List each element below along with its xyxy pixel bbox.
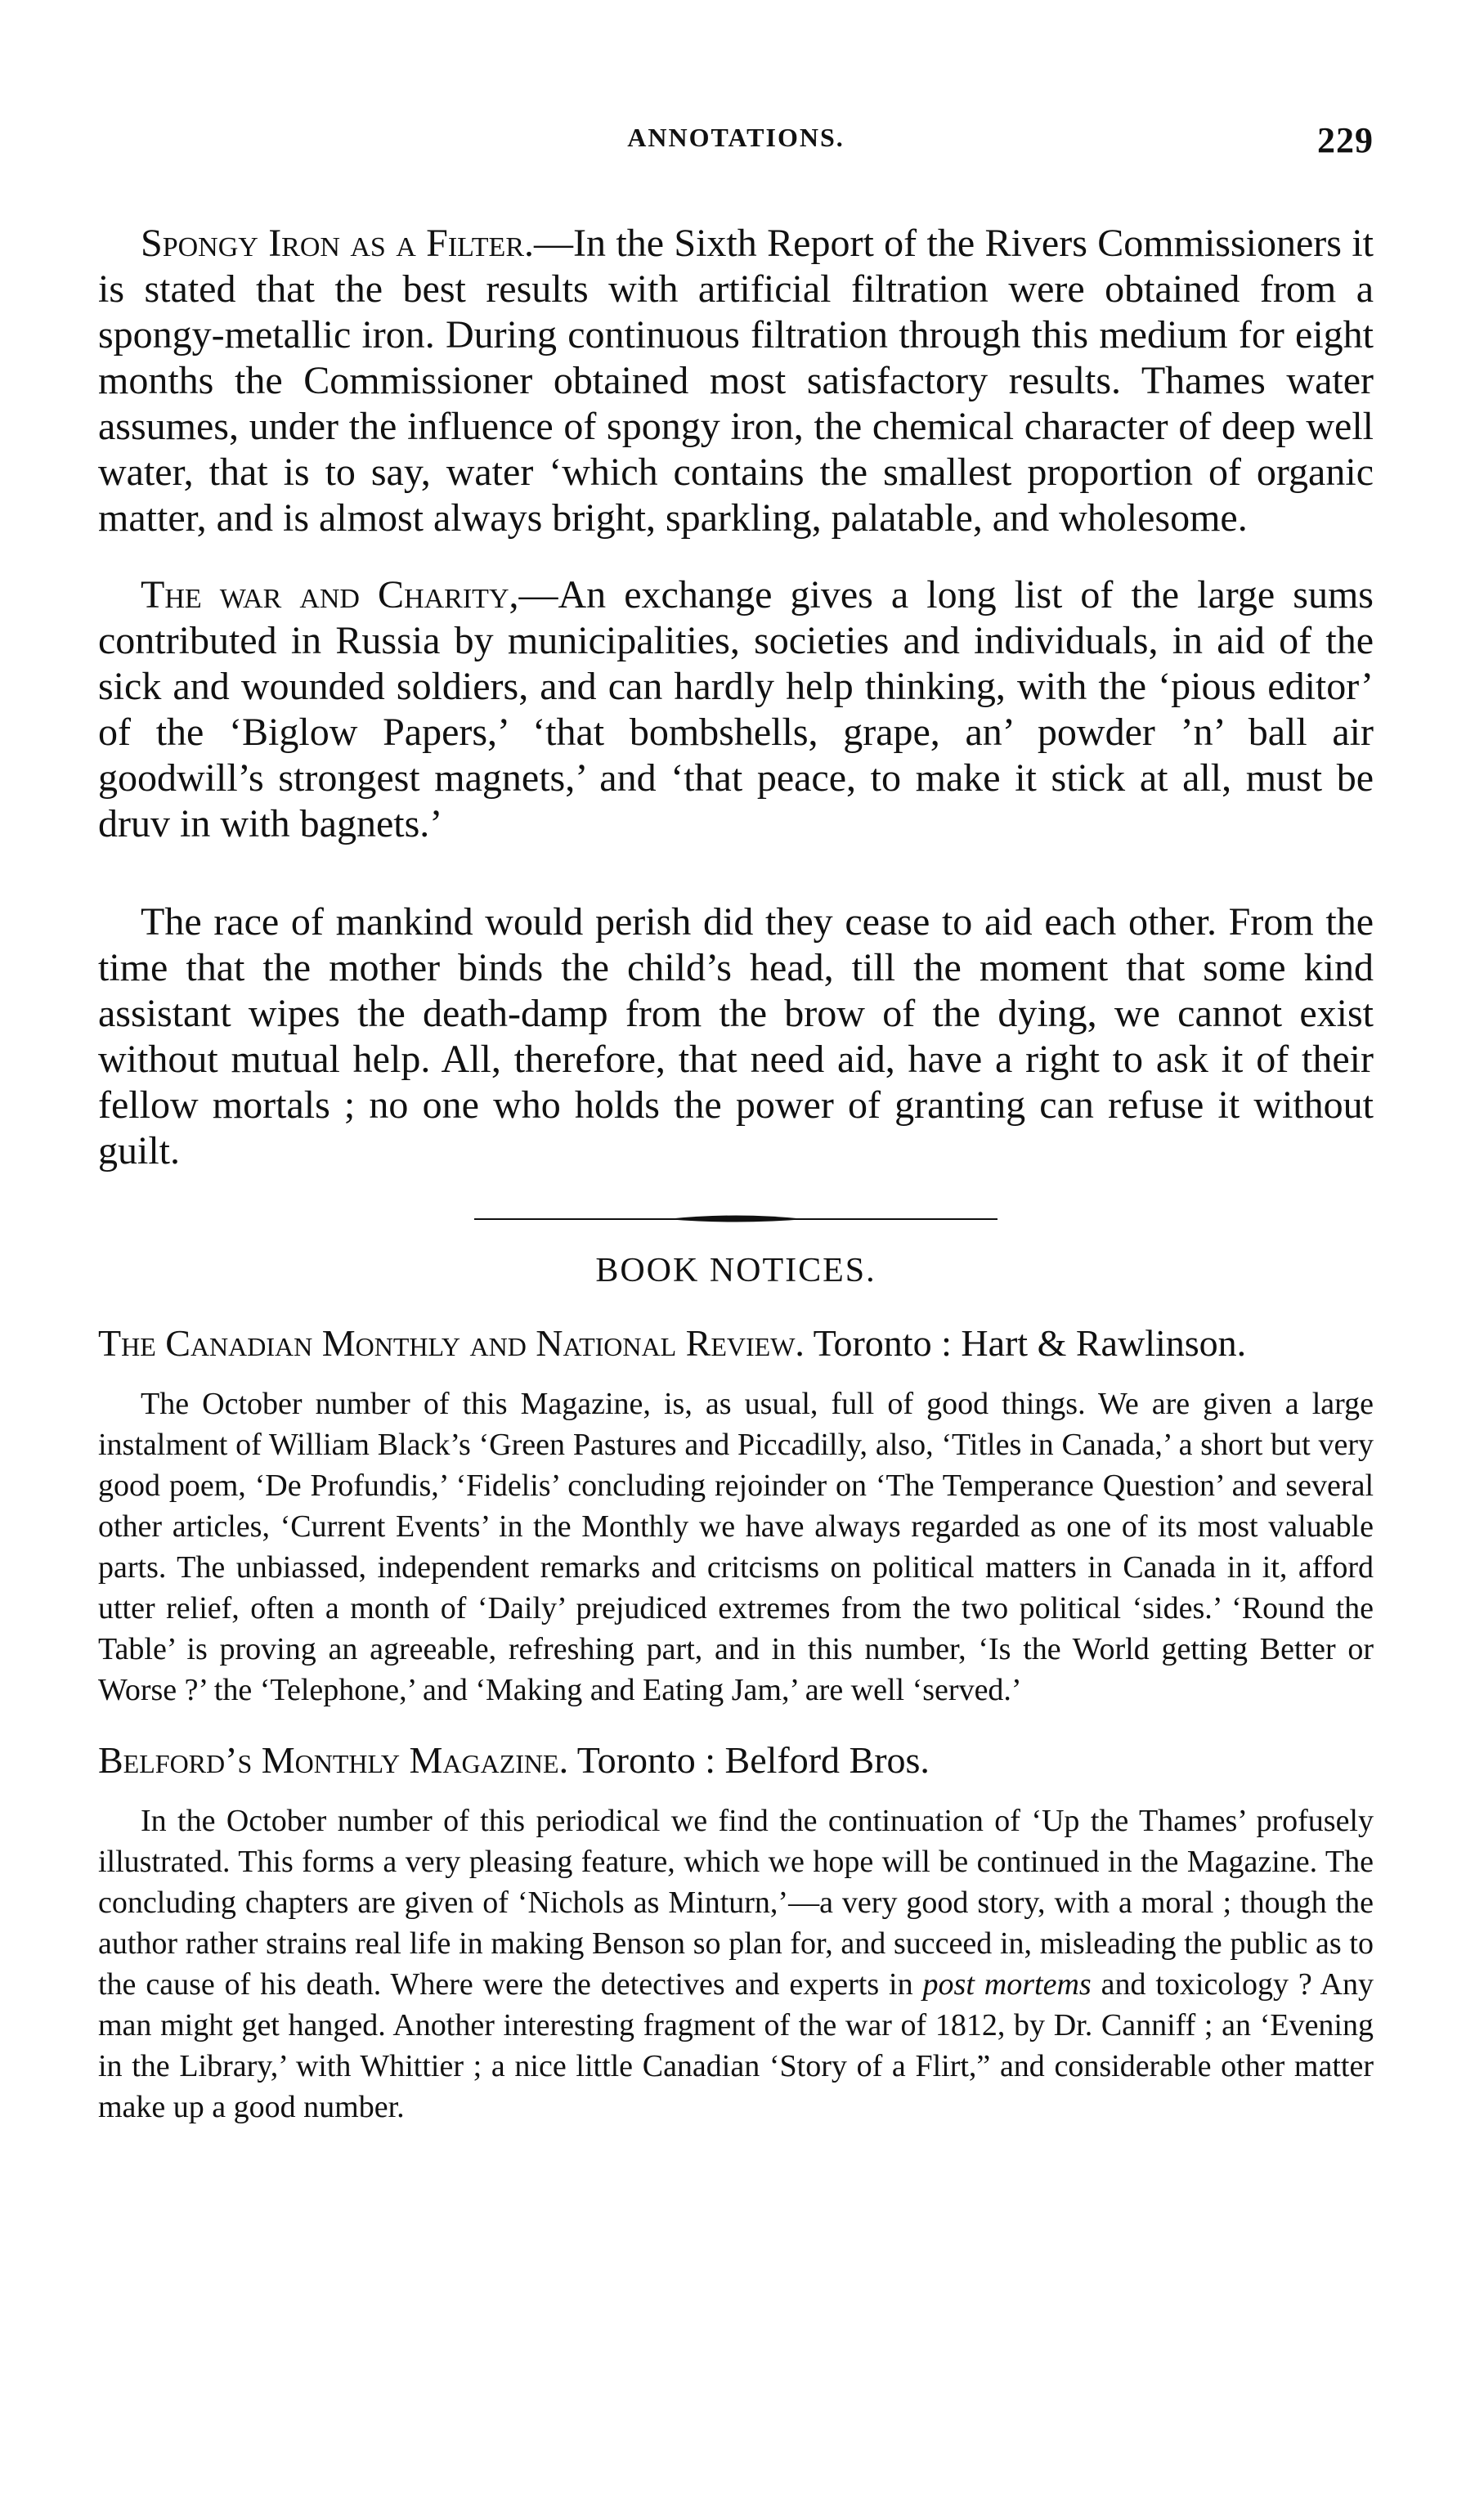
annotation-text: —In the Sixth Report of the Rivers Commissioners it is stated that the best results with artificial filtration were obtained from a spongy-metallic iron. During continuous filtration through this medium for eight months the Commissioner obtained most satisfactory results. Thames water assumes, under the influence of spongy iron, the chemical character of deep well water, that is to say, water ‘which contains the smallest proportion of organic matter, and is almost always bright, sparkling, palatable, and wholesome. [98, 222, 1374, 540]
ornamental-rule-icon [474, 1213, 998, 1225]
running-head [98, 120, 1374, 172]
annotation-lead: The war and Charity, [141, 573, 519, 617]
document-page [98, 120, 1374, 2155]
quote-paragraph: The race of mankind would perish did they cease to aid each other. From the time that the mother binds the child’s head, till the moment that some kind assistant wipes the death-damp from the brow of the dying, we cannot exist without mutual help. All, therefore, that need aid, have a right to ask it of their fellow mortals ; no one who holds the power of granting can refuse it without guilt. [98, 900, 1374, 1173]
notice-body-text: and toxicology ? Any man might get hanged. Another interesting fragment of the war of 1812, by Dr. Canniff ; an ‘Evening in the Library,’ with Whittier ; a nice little Canadian ‘Story of a Flirt,” and considerable other matter make up a good number. [98, 1967, 1374, 2124]
annotation-text: —An exchange gives a long list of the large sums contributed in Russia by municipalities, societies and individuals, in aid of the sick and wounded soldiers, and can hardly help thinking, with the ‘pious editor’ of the ‘Biglow Papers,’ ‘that bombshells, grape, an’ powder ’n’ ball air goodwill’s strongest magnets,’ and ‘that peace, to make it stick at all, must be druv in with bagnets.’ [98, 573, 1374, 845]
notice-body-text: In the October number of this periodical we find the continuation of ‘Up the Thames’ profusely illustrated. This forms a very pleasing feature, which we hope will be continued in the Magazine. The concluding chapters are given of ‘Nichols as Minturn,’—a very good story, with a moral ; though the author rather strains real life in making Benson so plan for, and succeed in, misleading the public as to the cause of his death. Where were the detectives and experts in [98, 1804, 1374, 2002]
notice-heading-canadian-monthly [98, 1321, 1374, 1365]
notice-heading-belfords-monthly [98, 1738, 1374, 1782]
annotation-spongy-iron [98, 221, 1374, 541]
notice-body-canadian-monthly: The October number of this Magazine, is, as usual, full of good things. We are given a large instalment of William Black’s ‘Green Pastures and Piccadilly, also, ‘Titles in Canada,’ a short but very good poem, ‘De Profundis,’ ‘Fidelis’ concluding rejoinder on ‘The Temperance Question’ and several other articles, ‘Current Events’ in the Monthly we have always regarded as one of its most valuable parts. The unbiassed, independent remarks and critcisms on political matters in Canada in it, afford utter relief, often a month of ‘Daily’ prejudiced extremes from the two political ‘sides.’ ‘Round the Table’ is proving an agreeable, refreshing part, and in this number, ‘Is the World getting Better or Worse ?’ the ‘Telephone,’ and ‘Making and Eating Jam,’ are well ‘served.’ [98, 1387, 1374, 1707]
annotation-war-and-charity [98, 572, 1374, 847]
notice-heading-title: Belford’s Monthly Magazine. [98, 1739, 569, 1781]
notice-heading-publisher: Toronto : Hart & Rawlinson. [804, 1322, 1247, 1364]
page-number: 229 [1317, 120, 1374, 160]
annotation-lead: Spongy Iron as a Filter. [141, 222, 535, 265]
running-title: ANNOTATIONS. [627, 123, 845, 152]
section-divider [98, 1213, 1374, 1225]
notice-heading-publisher: Toronto : Belford Bros. [568, 1739, 930, 1781]
book-notices-title: BOOK NOTICES. [595, 1252, 876, 1289]
notice-heading-title: The Canadian Monthly and National Review. [98, 1322, 805, 1364]
notice-body-italic: post mortems [922, 1967, 1092, 2002]
notice-body-belfords-monthly [98, 1800, 1374, 2128]
